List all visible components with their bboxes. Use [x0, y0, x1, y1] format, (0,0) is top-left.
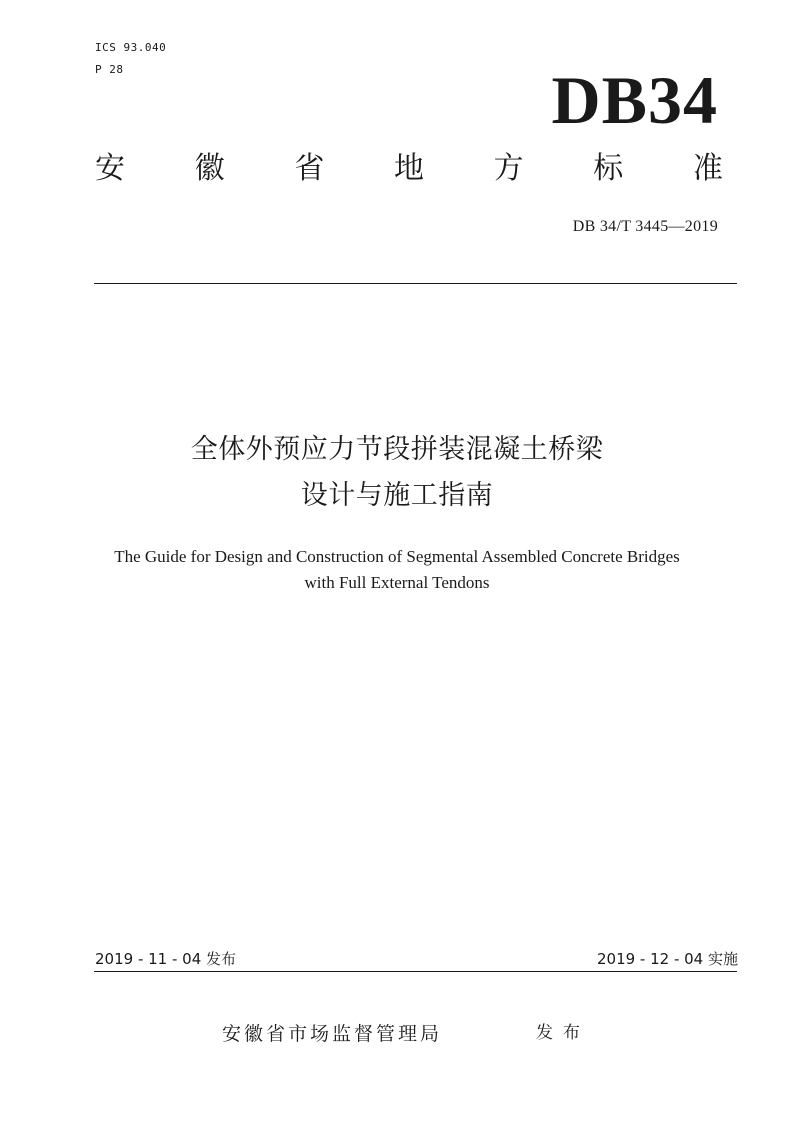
standard-type-char: 徽 — [194, 151, 225, 186]
db34-logo: DB34 — [551, 62, 718, 138]
issue-label: 发布 — [536, 1023, 590, 1043]
standard-type-char: 安 — [95, 151, 125, 186]
chinese-title-line-1: 全体外预应力节段拼装混凝土桥梁 — [190, 434, 604, 465]
standard-type-char: 标 — [593, 151, 624, 186]
english-title-line-1: The Guide for Design and Construction of Segmental Assembled Concrete Bridges — [114, 547, 680, 566]
standard-number: DB 34/T 3445—2019 — [572, 218, 718, 235]
standard-type-char: 准 — [692, 151, 723, 186]
publish-date: 2019 - 11 - 04 发布 — [95, 950, 237, 968]
standard-type-title — [95, 151, 723, 186]
english-title-line-2: with Full External Tendons — [304, 573, 490, 592]
standard-type-char: 方 — [493, 151, 524, 186]
issuing-authority: 安徽省市场监督管理局 — [222, 1023, 443, 1045]
standard-type-char: 省 — [294, 151, 325, 186]
ccs-code: P 28 — [95, 63, 124, 76]
footer-divider — [94, 971, 737, 972]
standard-type-char: 地 — [393, 151, 424, 186]
ics-code: ICS 93.040 — [95, 41, 167, 54]
chinese-title-line-2: 设计与施工指南 — [300, 480, 494, 511]
implement-date: 2019 - 12 - 04 实施 — [596, 950, 738, 968]
header-divider — [94, 283, 737, 284]
